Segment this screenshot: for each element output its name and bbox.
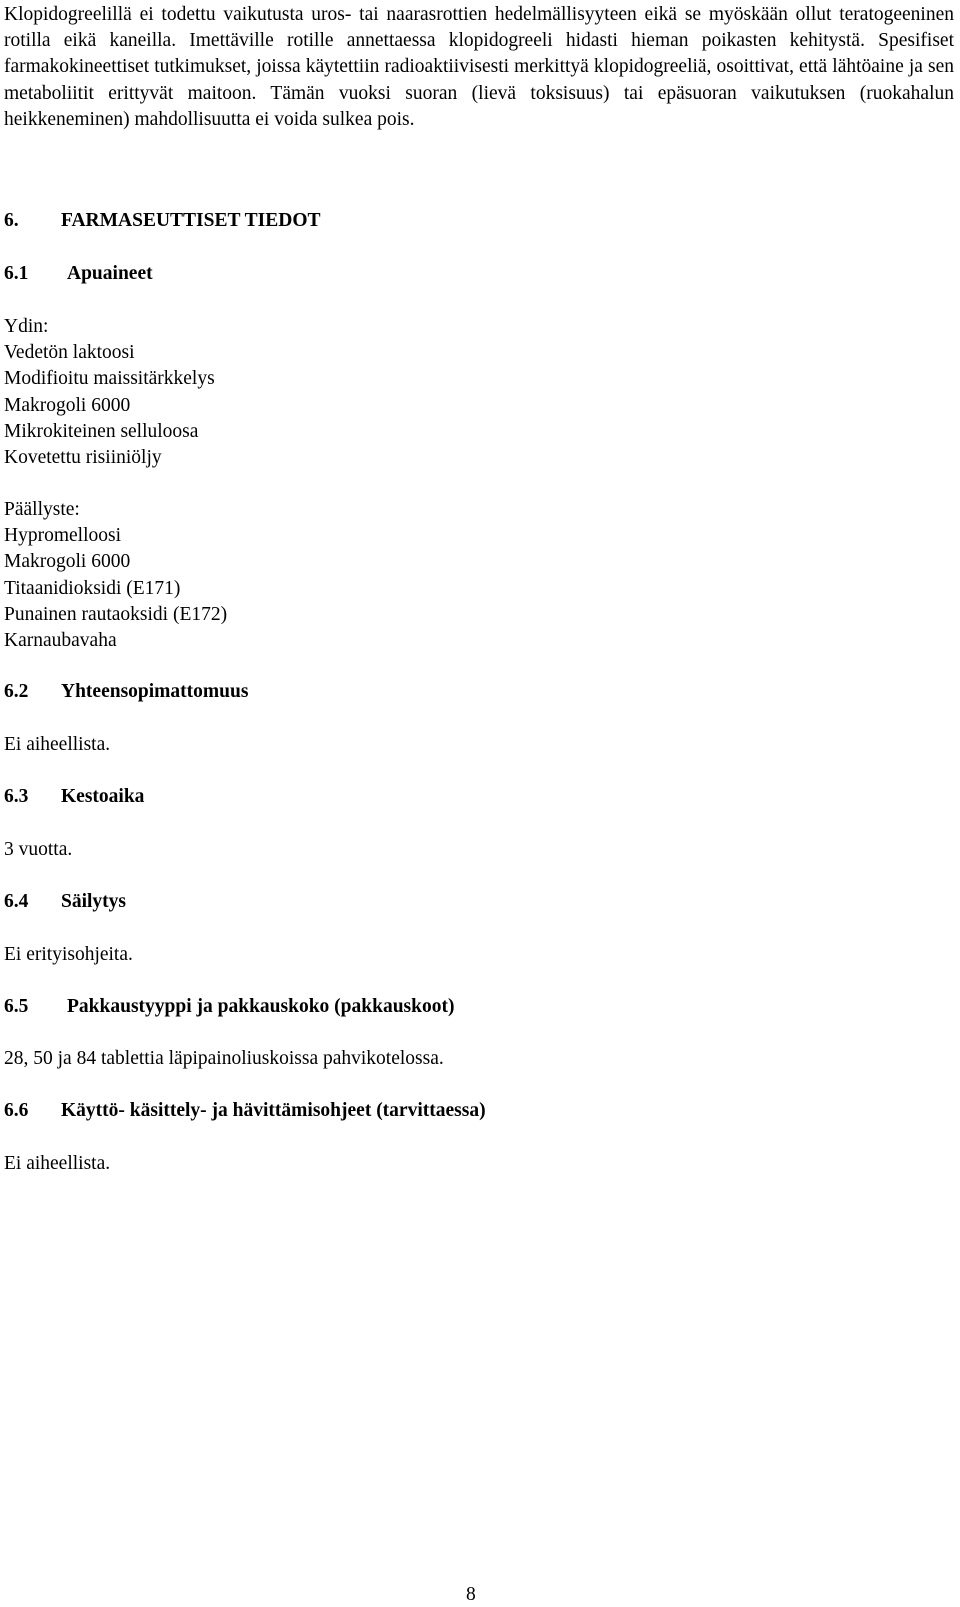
list-item: Makrogoli 6000	[4, 551, 131, 573]
intro-paragraph: Klopidogreelillä ei todettu vaikutusta uros- tai naarasrottien hedelmällisyyteen eikä se myöskään ollut teratogeeninen rotilla eikä kaneilla. Imettäville rotille annettaessa klopidogreeli hidasti hieman poikasten kehitystä. Spesifiset farmakokineettiset tutkimukset, joissa käytettiin radioaktiivisesti merkittyä klopidogreeliä, osoittivat, että lähtöaine ja sen metaboliitit erittyvät maitoon. Tämän vuoksi suoran (lievä toksisuus) tai epäsuoran vaikutuksen (ruokahalun heikkeneminen) mahdollisuutta ei voida sulkea pois.	[4, 4, 954, 130]
section-6-5-number: 6.5	[4, 996, 29, 1017]
list-item: Modifioitu maissitärkkelys	[4, 368, 215, 390]
section-6-2-text: Ei aiheellista.	[4, 734, 111, 755]
section-6-6-number: 6.6	[4, 1100, 29, 1121]
list-item: Karnaubavaha	[4, 630, 117, 652]
list-item: Titaanidioksidi (E171)	[4, 577, 181, 599]
section-6-6-title: Käyttö- käsittely- ja hävittämisohjeet (tarvittaessa)	[61, 1100, 486, 1121]
coating-excipient-list	[4, 497, 227, 654]
section-6-3-heading	[4, 785, 144, 809]
list-item: Punainen rautaoksidi (E172)	[4, 603, 228, 625]
list-item: Kovetettu risiiniöljy	[4, 447, 162, 469]
section-6-number: 6.	[4, 210, 19, 231]
core-label: Ydin:	[4, 316, 49, 337]
coating-label: Päällyste:	[4, 499, 80, 520]
section-6-5-title: Pakkaustyyppi ja pakkauskoko (pakkauskoot)	[67, 996, 455, 1017]
section-6-1-number: 6.1	[4, 263, 29, 284]
section-6-1-heading	[4, 262, 153, 286]
list-item: Vedetön laktoosi	[4, 342, 135, 364]
section-6-2-title: Yhteensopimattomuus	[61, 681, 249, 702]
list-item: Makrogoli 6000	[4, 394, 131, 416]
section-6-3-text: 3 vuotta.	[4, 839, 73, 860]
section-6-2-heading	[4, 680, 248, 704]
list-item: Hypromelloosi	[4, 525, 121, 547]
section-6-5-text: 28, 50 ja 84 tablettia läpipainoliuskoissa pahvikotelossa.	[4, 1048, 444, 1069]
section-6-4-heading	[4, 890, 126, 914]
section-6-heading	[4, 209, 321, 233]
section-6-1-title: Apuaineet	[67, 263, 153, 284]
section-6-4-title: Säilytys	[61, 891, 127, 912]
core-excipient-list	[4, 314, 215, 471]
page-number: 8	[466, 1584, 476, 1605]
section-6-3-title: Kestoaika	[61, 786, 145, 807]
section-6-6-heading	[4, 1099, 486, 1123]
section-6-5-heading	[4, 995, 454, 1019]
section-6-2-number: 6.2	[4, 681, 29, 702]
section-6-6-text: Ei aiheellista.	[4, 1153, 111, 1174]
section-6-4-number: 6.4	[4, 891, 29, 912]
section-6-3-number: 6.3	[4, 786, 29, 807]
list-item: Mikrokiteinen selluloosa	[4, 420, 199, 442]
section-6-title: FARMASEUTTISET TIEDOT	[61, 210, 321, 231]
section-6-4-text: Ei erityisohjeita.	[4, 944, 133, 965]
